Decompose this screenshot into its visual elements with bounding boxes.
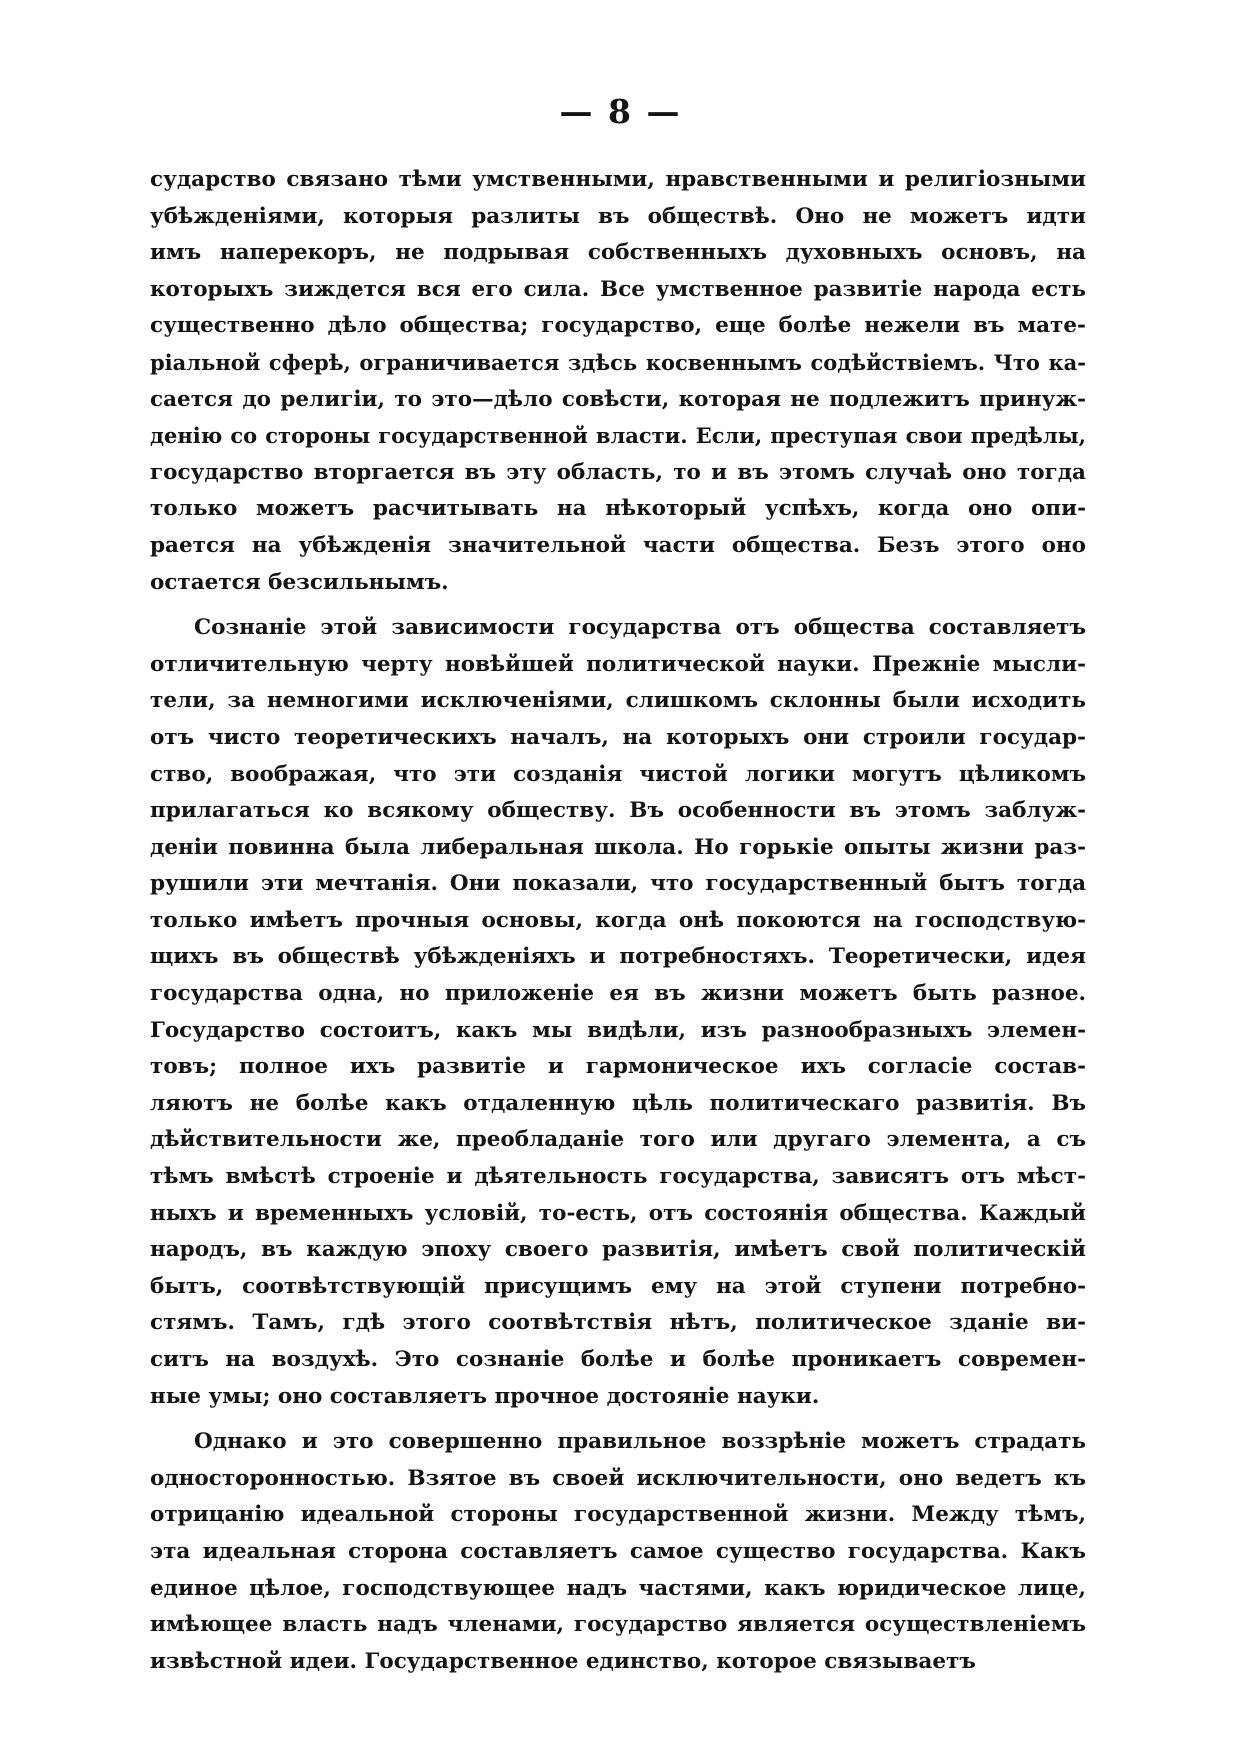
paragraph-3 xyxy=(150,1424,1086,1680)
paragraph-2 xyxy=(150,610,1086,1415)
text-line: тели, за немногими исключеніями, слишкомъ склонны были исходить xyxy=(150,688,1086,714)
text-line: рушили эти мечтанія. Они показали, что государственный бытъ тогда xyxy=(150,871,1086,897)
page-number: — 8 — xyxy=(559,92,682,131)
text-line: сается до религіи, то это—дѣло совѣсти, которая не подлежитъ принуж- xyxy=(150,386,1086,412)
text-line: тѣмъ вмѣстѣ строеніе и дѣятельность государства, зависятъ отъ мѣст- xyxy=(150,1164,1086,1190)
text-line: только имѣетъ прочныя основы, когда онѣ покоются на господствую- xyxy=(150,907,1086,933)
text-line: деніи повинна была либеральная школа. Но горькіе опыты жизни раз- xyxy=(150,834,1086,860)
text-line: стямъ. Тамъ, гдѣ этого соотвѣтствія нѣтъ, политическое зданіе ви- xyxy=(150,1310,1086,1336)
text-line: денію со стороны государственной власти. Если, преступая свои предѣлы, xyxy=(150,423,1086,449)
text-line: имъ наперекоръ, не подрывая собственныхъ духовныхъ основъ, на xyxy=(150,240,1086,266)
text-line: народъ, въ каждую эпоху своего развитія, имѣетъ свой политическій xyxy=(150,1237,1086,1263)
text-line: государства одна, но приложеніе ея въ жизни можетъ быть разное. xyxy=(150,981,1086,1007)
text-line: имѣющее власть надъ членами, государство является осуществленіемъ xyxy=(150,1612,1086,1638)
text-body xyxy=(150,162,1086,1680)
text-line: ныхъ и временныхъ условій, то-есть, отъ состоянія общества. Каждый xyxy=(150,1200,1086,1226)
text-line: государство вторгается въ эту область, то и въ этомъ случаѣ оно тогда xyxy=(150,459,1086,485)
text-line: Однако и это совершенно правильное воззрѣніе можетъ страдать xyxy=(194,1429,1086,1455)
text-line: товъ; полное ихъ развитіе и гармоническое ихъ согласіе состав- xyxy=(150,1054,1086,1080)
paragraph-1 xyxy=(150,162,1086,601)
text-line: отрицанію идеальной стороны государственной жизни. Между тѣмъ, xyxy=(150,1502,1086,1528)
text-line: дѣйствительности же, преобладаніе того или другаго элемента, а съ xyxy=(150,1127,1086,1153)
text-line: отличительную черту новѣйшей политической науки. Прежніе мысли- xyxy=(150,651,1086,677)
text-line: ные умы; оно составляетъ прочное достояніе науки. xyxy=(150,1383,820,1409)
text-line: только можетъ расчитывать на нѣкоторый успѣхъ, когда оно опи- xyxy=(150,496,1086,522)
text-line: бытъ, соотвѣтствующій присущимъ ему на этой ступени потребно- xyxy=(150,1273,1086,1299)
text-line: ство, воображая, что эти созданія чистой логики могутъ цѣликомъ xyxy=(150,761,1086,787)
text-line: односторонностью. Взятое въ своей исключительности, оно ведетъ къ xyxy=(150,1465,1086,1491)
text-line: ляютъ не болѣе какъ отдаленную цѣль политическаго развитія. Въ xyxy=(150,1090,1086,1116)
text-line: рается на убѣжденія значительной части общества. Безъ этого оно xyxy=(150,532,1086,558)
text-line: прилагаться ко всякому обществу. Въ особенности въ этомъ заблуж- xyxy=(150,798,1086,824)
text-line: отъ чисто теоретическихъ началъ, на которыхъ они строили государ- xyxy=(150,724,1086,750)
text-line: существенно дѣло общества; государство, еще болѣе нежели въ мате- xyxy=(150,313,1086,339)
text-line: убѣжденіями, которыя разлиты въ обществѣ. Оно не можетъ идти xyxy=(150,203,1086,229)
text-line: Сознаніе этой зависимости государства отъ общества составляетъ xyxy=(194,615,1086,641)
text-line: единое цѣлое, господствующее надъ частями, какъ юридическое лице, xyxy=(150,1575,1086,1601)
text-line: эта идеальная сторона составляетъ самое существо государства. Какъ xyxy=(150,1538,1086,1564)
text-line: которыхъ зиждется вся его сила. Все умственное развитіе народа есть xyxy=(150,276,1086,302)
text-line: извѣстной идеи. Государственное единство, которое связываетъ xyxy=(150,1648,976,1674)
text-line: ріальной сферѣ, ограничивается здѣсь косвеннымъ содѣйствіемъ. Что ка- xyxy=(150,349,1086,375)
text-line: сударство связано тѣми умственными, нравственными и религіозными xyxy=(150,167,1086,192)
text-line: Государство состоитъ, какъ мы видѣли, изъ разнообразныхъ элемен- xyxy=(150,1017,1086,1043)
text-line: щихъ въ обществѣ убѣжденіяхъ и потребностяхъ. Теоретически, идея xyxy=(150,944,1086,970)
text-line: ситъ на воздухѣ. Это сознаніе болѣе и болѣе проникаетъ современ- xyxy=(150,1347,1086,1372)
text-line: остается безсильнымъ. xyxy=(150,569,449,595)
